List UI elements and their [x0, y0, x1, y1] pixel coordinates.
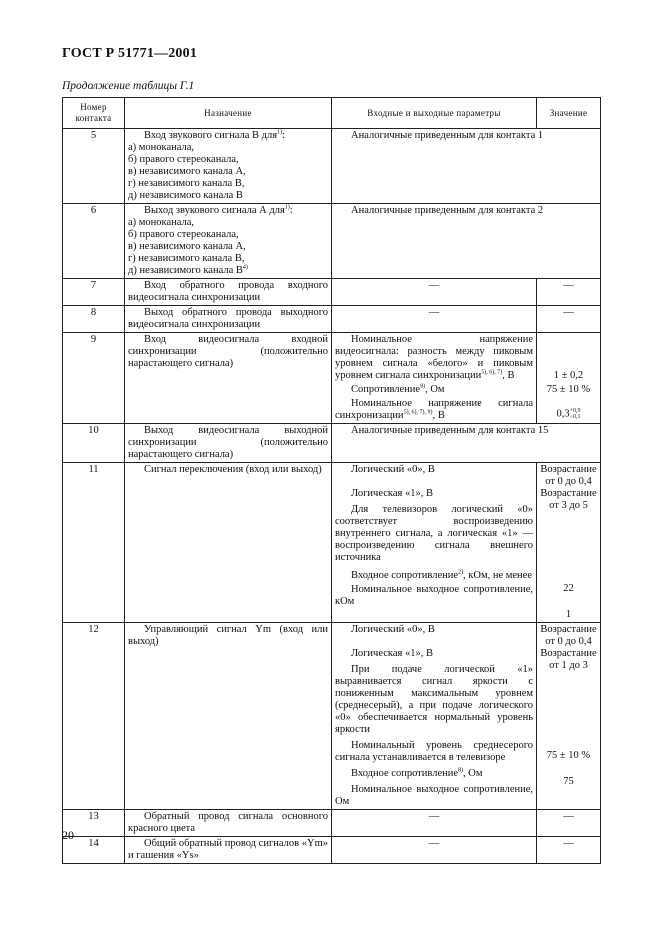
contact-value: Возрастание от 0 до 0,4 Возрастание от 1 до 3 75 ± 10 % 75: [537, 623, 601, 810]
contact-params: Номинальное напряжение видеосигнала: разность между пиковым уровнем сигнала «белого» и пиковым уровнем сигнала синхронизации$^{5), 6), 7)}$, В Сопротивление$^{8)}$, Ом Номинальное напряжение сигнала синхронизации$^{5), 6), 7), 9)}$, В: [332, 333, 537, 424]
contact-purpose: Выход видеосигнала выходной синхронизации (положительно нарастающего сигнала): [125, 424, 332, 463]
contact-value: 1 ± 0,2 75 ± 10 % 0,3 +0,9 −0,1: [537, 333, 601, 424]
table-continuation-caption: Продолжение таблицы Г.1: [62, 80, 195, 92]
contact-value: —: [537, 837, 601, 864]
contact-purpose: Сигнал переключения (вход или выход): [125, 463, 332, 623]
table-row: [63, 306, 601, 333]
list-item: д) независимого канала $В^{4)}$: [128, 264, 248, 276]
table-row: [63, 424, 601, 463]
contact-purpose: Вход видеосигнала входной синхронизации (положительно нарастающего сигнала): [125, 333, 332, 424]
contact-value: Возрастание от 0 до 0,4 Возрастание от 3 до 5 22 1: [537, 463, 601, 623]
list-item: а) моноканала,: [128, 217, 195, 228]
table-header-row: [63, 98, 601, 129]
table-row: [63, 810, 601, 837]
contact-number: 13: [63, 810, 125, 837]
contact-params: —: [332, 837, 537, 864]
table-row: [63, 837, 601, 864]
contact-params: —: [332, 810, 537, 837]
contact-number: 6: [63, 204, 125, 279]
page-number: 20: [62, 828, 74, 842]
table-row: [63, 463, 601, 623]
contact-value: —: [537, 306, 601, 333]
contact-purpose: Вход звукового сигнала В для$^{1)}$: а) моноканала, б) правого стереоканала, в) независимого канала А, г) независимого канала В, д) независимого канала В: [125, 129, 332, 204]
contact-number: 7: [63, 279, 125, 306]
contact-params: Аналогичные приведенным для контакта 15: [332, 424, 601, 463]
contact-number: 12: [63, 623, 125, 810]
contact-params: —: [332, 279, 537, 306]
contacts-table: [62, 97, 601, 864]
contact-number: 14: [63, 837, 125, 864]
contact-purpose: Общий обратный провод сигналов «Ym» и гашения «Ys»: [125, 837, 332, 864]
contact-purpose: Вход обратного провода входного видеосигнала синхронизации: [125, 279, 332, 306]
contact-number: 5: [63, 129, 125, 204]
list-item: в) независимого канала А,: [128, 166, 246, 177]
list-item: г) независимого канала В,: [128, 178, 245, 189]
contact-params: —: [332, 306, 537, 333]
contact-params: Логический «0», В Логическая «1», В При подаче логической «1» выравнивается сигнал яркости с пониженным максимальным уровнем (среднесерый), а при подаче логического «0» обеспечивается нормальный уровень яркости Номинальный уровень среднесерого сигнала устанавливается в телевизоре Входное сопротивление$^{8)}$, Ом Номинальное выходное сопротивление, Ом: [332, 623, 537, 810]
list-item: б) правого стереоканала,: [128, 154, 239, 165]
contact-purpose: Управляющий сигнал Ym (вход или выход): [125, 623, 332, 810]
contact-number: 11: [63, 463, 125, 623]
contact-number: 8: [63, 306, 125, 333]
table-row: [63, 129, 601, 204]
col-header-number: Номер контакта: [63, 98, 125, 129]
contact-number: 10: [63, 424, 125, 463]
contact-params: Аналогичные приведенным для контакта 2: [332, 204, 601, 279]
document-standard-title: ГОСТ Р 51771—2001: [62, 46, 198, 61]
col-header-purpose: Назначение: [125, 98, 332, 129]
contact-purpose: Выход звукового сигнала А для$^{1)}$: а) моноканала, б) правого стереоканала, в) независимого канала А, г) независимого канала В, д) независимого канала $В^{4)}$: [125, 204, 332, 279]
table-row: [63, 204, 601, 279]
list-item: б) правого стереоканала,: [128, 229, 239, 240]
list-item: в) независимого канала А,: [128, 241, 246, 252]
contact-params: Аналогичные приведенным для контакта 1: [332, 129, 601, 204]
contact-params: Логический «0», В Логическая «1», В Для телевизоров логический «0» соответствует воспроизведению внутреннего сигнала, а логическая «1» — воспроизведению сигнала внешнего источника Входное сопротивление$^{2)}$, кОм, не менее Номинальное выходное сопротивление, кОм: [332, 463, 537, 623]
list-item: д) независимого канала В: [128, 190, 243, 201]
col-header-params: Входные и выходные параметры: [332, 98, 537, 129]
table-row: [63, 279, 601, 306]
contact-value: —: [537, 279, 601, 306]
table-row: [63, 333, 601, 424]
contact-value: —: [537, 810, 601, 837]
list-item: г) независимого канала В,: [128, 253, 245, 264]
contact-number: 9: [63, 333, 125, 424]
table-row: [63, 623, 601, 810]
contact-purpose: Выход обратного провода выходного видеосигнала синхронизации: [125, 306, 332, 333]
col-header-value: Значение: [537, 98, 601, 129]
list-item: а) моноканала,: [128, 142, 195, 153]
contact-purpose: Обратный провод сигнала основного красного цвета: [125, 810, 332, 837]
